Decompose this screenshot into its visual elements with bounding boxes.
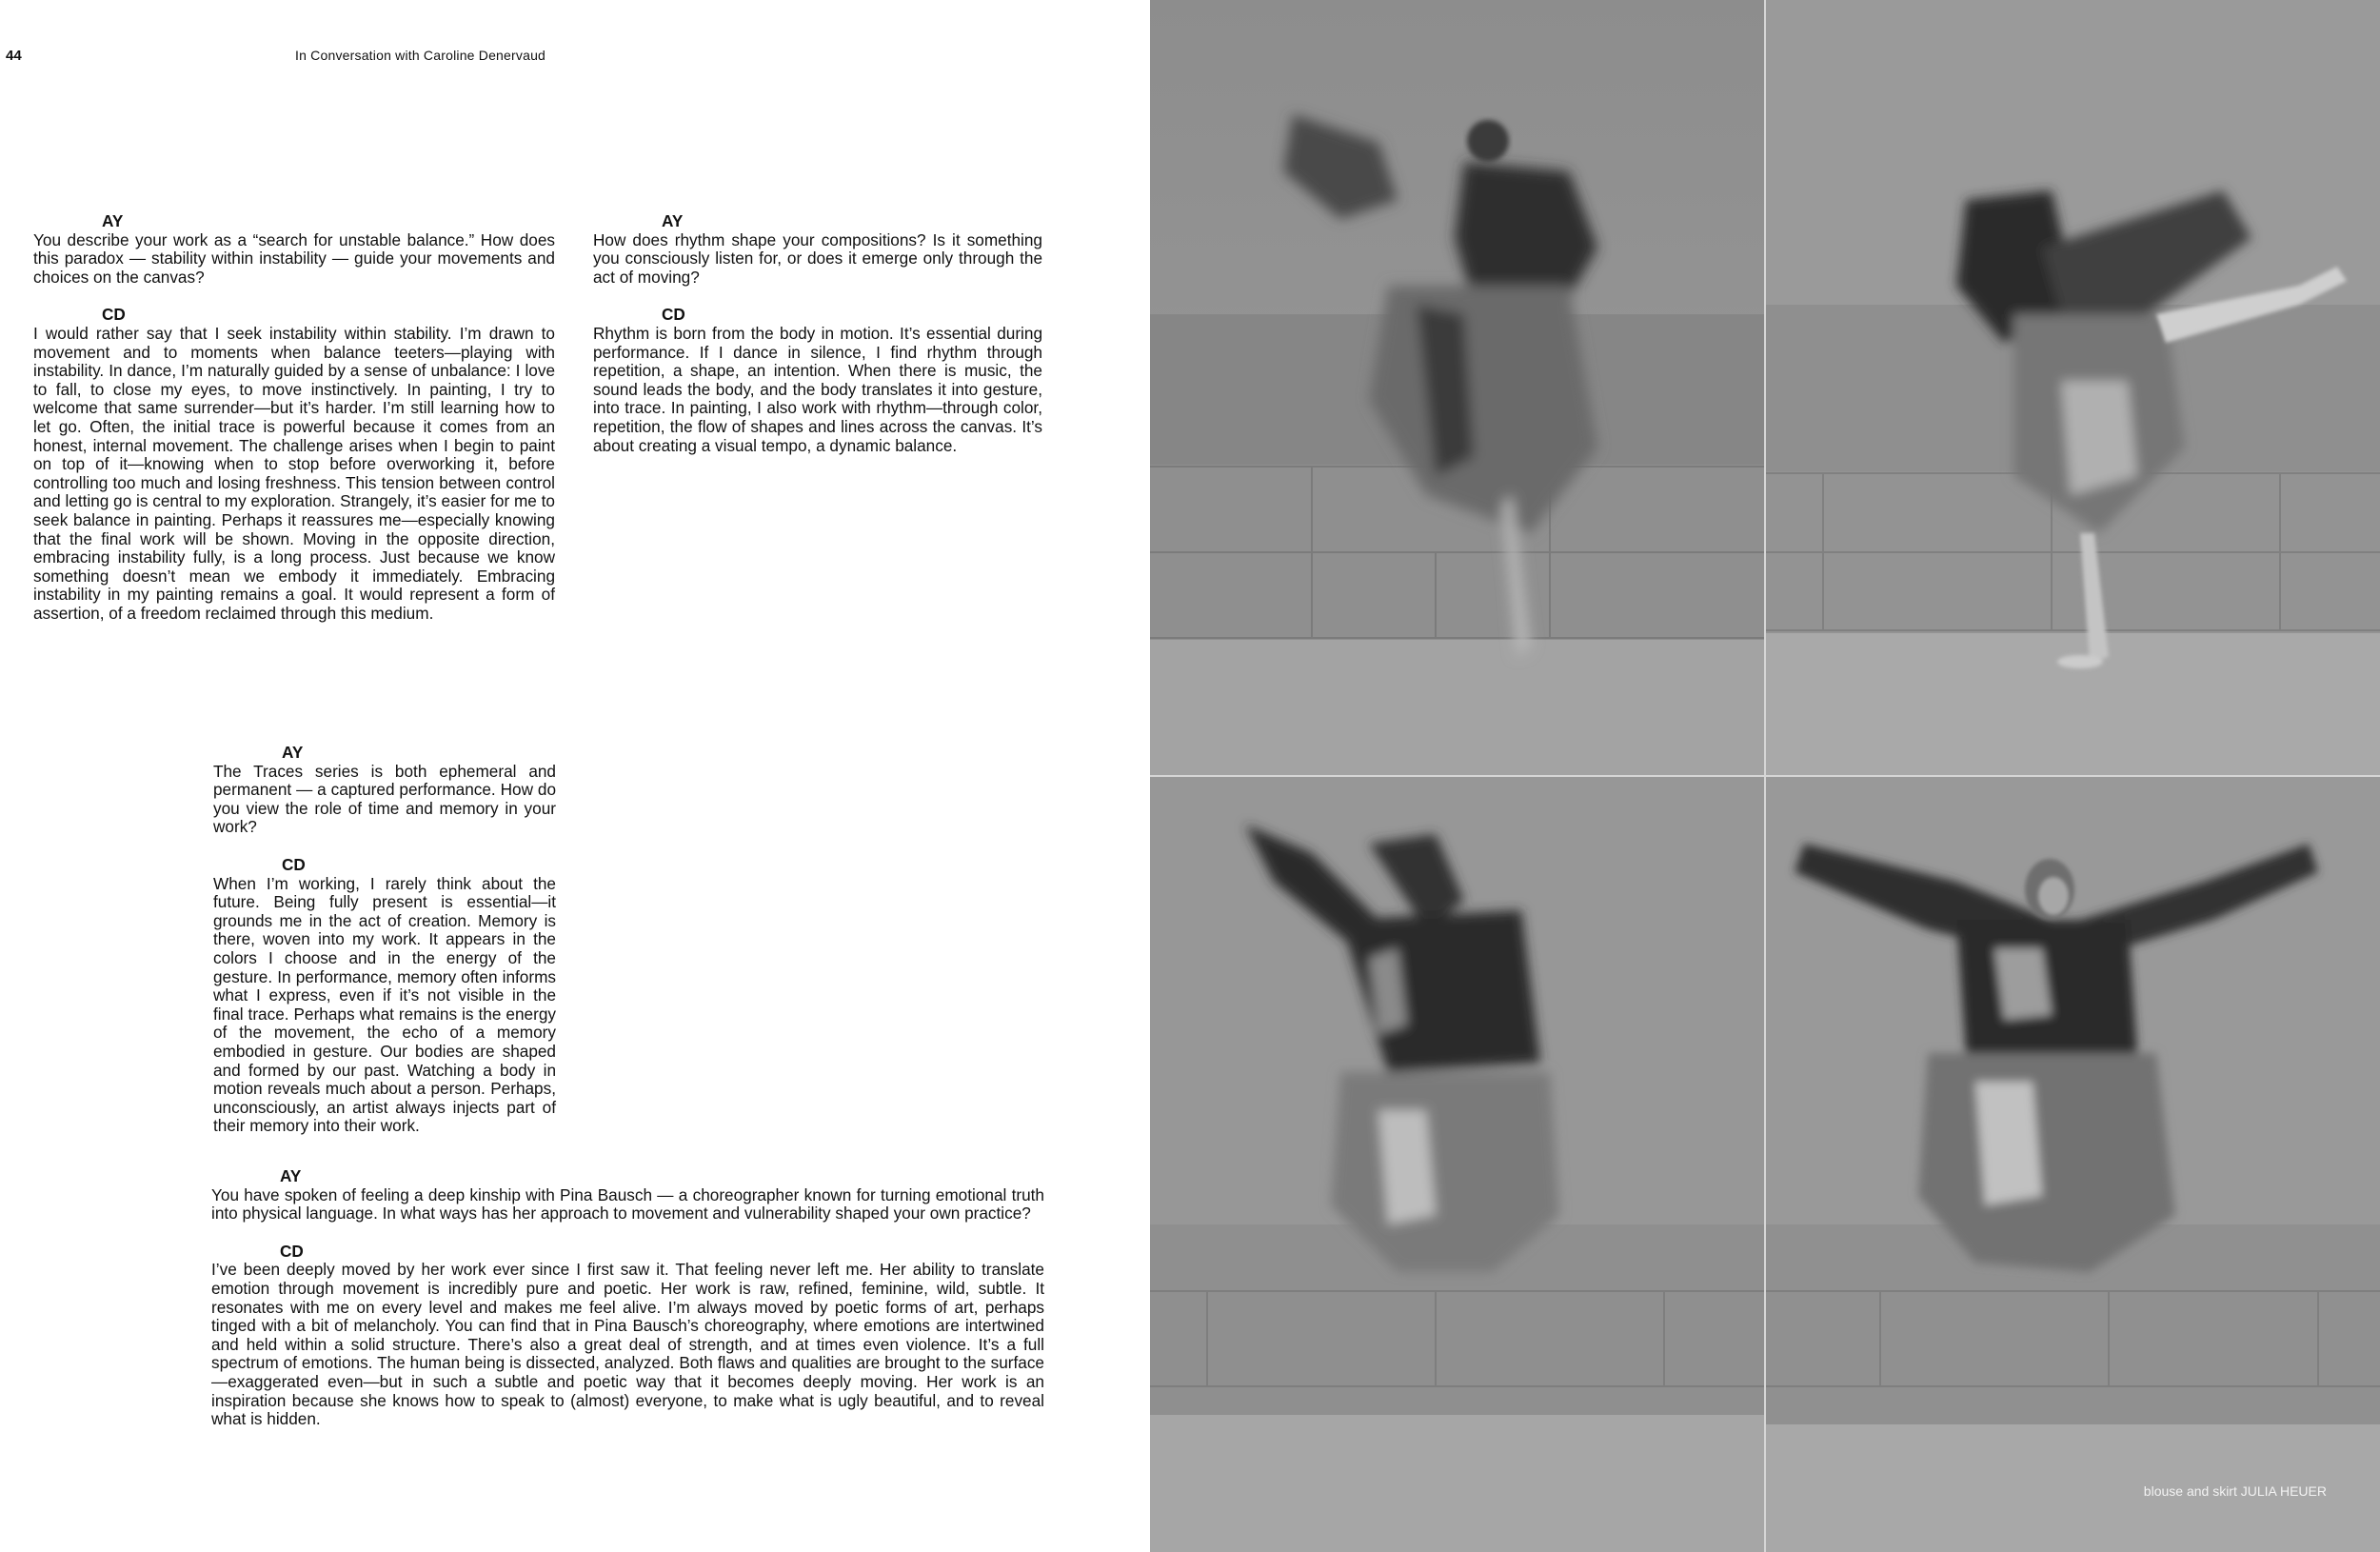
- question-text: The Traces series is both ephemeral and permanent — a captured performance. How do you view the role of time and memory in your work?: [213, 761, 556, 837]
- answer-speaker: CD: [282, 854, 306, 874]
- interview-block-3: [213, 744, 556, 1136]
- answer-text: I’ve been deeply moved by her work ever since I first saw it. That feeling never left me. Her ability to translate emotion through movement is incredibly pure and poetic. Her work is raw, refined, feminine, wild, subtle. It resonates with me on every level and makes me feel alive. I’m always moved by poetic forms of art, perhaps tinged with a bit of melancholy. You can find that in Pina Bausch’s choreography, where emotions are intertwined and held within a solid structure. There’s also a great deal of strength, and at times even violence. It’s a full spectrum of emotions. The human being is dissected, analyzed. Both flaws and qualities are brought to the surface—exaggerated even—but in such a subtle and poetic way that it becomes deeply moving. Her work is an inspiration because she knows how to speak to (almost) everyone, to make what is ugly beautiful, and to reveal what is hidden.: [211, 1260, 1044, 1429]
- dance-photo-2: [1766, 0, 2380, 775]
- photo-credit: blouse and skirt JULIA HEUER: [2143, 1483, 2327, 1499]
- answer-text: I would rather say that I seek instability within stability. I’m drawn to movement and to moments when balance teeters—playing with instability. In dance, I’m naturally guided by a sense of unbalance: I love to fall, to close my eyes, to move instinctively. In painting, I try to welcome that same surrender—but it’s harder. I’m still learning how to let go. Often, the initial trace is powerful because it comes from an honest, internal movement. The challenge arises when I begin to paint on top of it—knowing when to stop before overworking it, before controlling too much and losing freshness. This tension between control and letting go is central to my exploration. Strangely, it’s easier for me to seek balance in painting. Perhaps it reassures me—especially knowing that the final work will be shown. Moving in the opposite direction, embracing instability fully, is a long process. Just because we know something doesn’t mean we embody it immediately. Embracing instability in my painting remains a goal. It would represent a form of assertion, of a freedom reclaimed through this medium.: [33, 323, 555, 623]
- answer-text: When I’m working, I rarely think about the future. Being fully present is essential—it grounds me in the act of creation. Memory is there, woven into my work. It appears in the colors I choose and in the energy of the gesture. In performance, memory often informs what I express, even if it’s not visible in the final trace. Perhaps what remains is the energy of the movement, the echo of a memory embodied in gesture. Our bodies are shaped and formed by our past. Watching a body in motion reveals much about a person. Perhaps, unconsciously, an artist always injects part of their memory into their work.: [213, 873, 556, 1136]
- interview-block-2: [593, 212, 1042, 455]
- interview-block-4: [211, 1167, 1044, 1429]
- question-speaker: AY: [102, 211, 124, 230]
- running-head: In Conversation with Caroline Denervaud: [295, 48, 546, 63]
- question-text: You have spoken of feeling a deep kinship with Pina Bausch — a choreographer known for turning emotional truth into physical language. In what ways has her approach to movement and vulnerability shaped your own practice?: [211, 1184, 1044, 1224]
- dance-photo-1: [1150, 0, 1764, 775]
- text-page: [0, 0, 1150, 1552]
- dance-photo-3: [1150, 777, 1764, 1552]
- photo-divider-horizontal: [1150, 775, 2380, 777]
- question-speaker: AY: [662, 211, 684, 230]
- photo-page: [1150, 0, 2380, 1552]
- question-speaker: AY: [280, 1166, 302, 1185]
- question-text: You describe your work as a “search for unstable balance.” How does this paradox — stability within instability — guide your movements and choices on the canvas?: [33, 229, 555, 287]
- question-text: How does rhythm shape your compositions? Is it something you consciously listen for, or does it emerge only through the act of moving?: [593, 229, 1042, 287]
- answer-text: Rhythm is born from the body in motion. It’s essential during performance. If I dance in silence, I find rhythm through repetition, a shape, an intention. When there is music, the sound leads the body, and the body translates it into gesture, into trace. In painting, I also work with rhythm—through color, repetition, the flow of shapes and lines across the canvas. It’s about creating a visual tempo, a dynamic balance.: [593, 323, 1042, 455]
- answer-speaker: CD: [102, 305, 126, 325]
- page-number: 44: [6, 48, 22, 64]
- answer-speaker: CD: [662, 305, 685, 325]
- interview-block-1: [33, 212, 555, 623]
- question-speaker: AY: [282, 743, 304, 762]
- answer-speaker: CD: [280, 1241, 304, 1261]
- dance-photo-4: [1766, 777, 2380, 1552]
